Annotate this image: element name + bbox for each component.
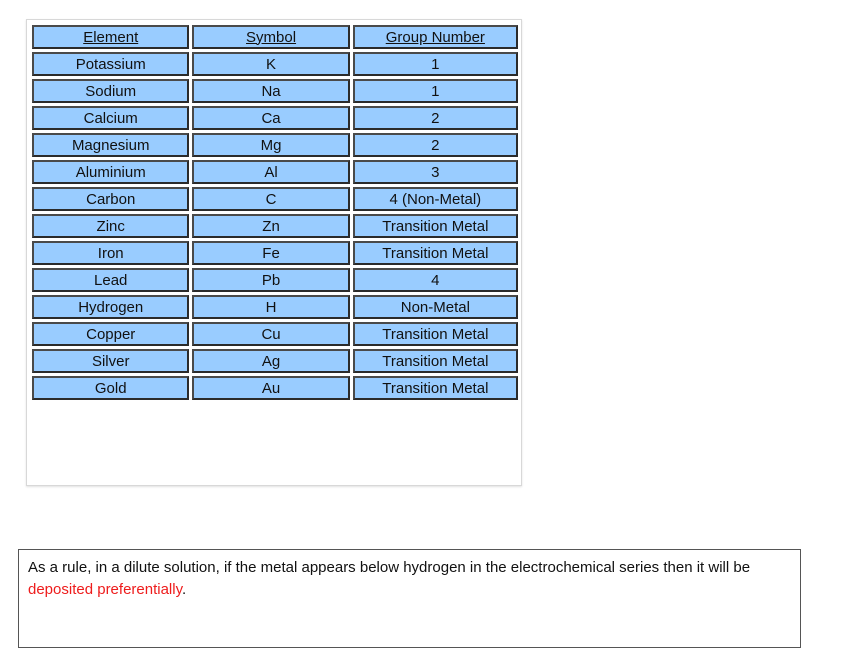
cell-symbol: Mg [192,133,349,157]
cell-element: Sodium [32,79,189,103]
column-header-element: Element [32,25,189,49]
cell-group-number: 3 [353,160,518,184]
cell-element: Copper [32,322,189,346]
table-header-row [32,25,518,49]
table-row [32,349,518,373]
cell-element: Magnesium [32,133,189,157]
cell-symbol: Cu [192,322,349,346]
table-row [32,52,518,76]
table-row [32,133,518,157]
cell-element: Hydrogen [32,295,189,319]
table-row [32,187,518,211]
cell-symbol: C [192,187,349,211]
cell-element: Potassium [32,52,189,76]
element-table [29,22,521,403]
cell-symbol: Zn [192,214,349,238]
cell-group-number: 1 [353,79,518,103]
table-row [32,241,518,265]
table-row [32,268,518,292]
table-row [32,376,518,400]
table-row [32,322,518,346]
cell-element: Zinc [32,214,189,238]
cell-group-number: 4 [353,268,518,292]
cell-group-number: Transition Metal [353,322,518,346]
cell-symbol: K [192,52,349,76]
cell-element: Iron [32,241,189,265]
cell-group-number: 1 [353,52,518,76]
element-table-container [26,19,522,486]
cell-symbol: Fe [192,241,349,265]
table-row [32,79,518,103]
cell-symbol: Au [192,376,349,400]
rule-note-end: . [181,581,187,598]
cell-element: Aluminium [32,160,189,184]
cell-group-number: 2 [353,106,518,130]
cell-symbol: Al [192,160,349,184]
cell-element: Silver [32,349,189,373]
rule-note-box [18,549,801,648]
cell-symbol: Pb [192,268,349,292]
column-header-group-number: Group Number [353,25,518,49]
cell-element: Lead [32,268,189,292]
rule-note-highlight: deposited preferentially [28,581,182,598]
cell-group-number: 2 [353,133,518,157]
cell-group-number: Transition Metal [353,349,518,373]
cell-element: Calcium [32,106,189,130]
cell-group-number: Non-Metal [353,295,518,319]
cell-element: Gold [32,376,189,400]
cell-element: Carbon [32,187,189,211]
column-header-symbol: Symbol [192,25,349,49]
table-row [32,106,518,130]
cell-group-number: Transition Metal [353,376,518,400]
cell-symbol: Ag [192,349,349,373]
table-row [32,295,518,319]
table-row [32,160,518,184]
cell-symbol: Na [192,79,349,103]
cell-symbol: Ca [192,106,349,130]
table-body [32,52,518,400]
cell-symbol: H [192,295,349,319]
cell-group-number: 4 (Non-Metal) [353,187,518,211]
cell-group-number: Transition Metal [353,214,518,238]
table-row [32,214,518,238]
rule-note-text: As a rule, in a dilute solution, if the metal appears below hydrogen in the electrochemical series then it will be [28,559,751,576]
cell-group-number: Transition Metal [353,241,518,265]
